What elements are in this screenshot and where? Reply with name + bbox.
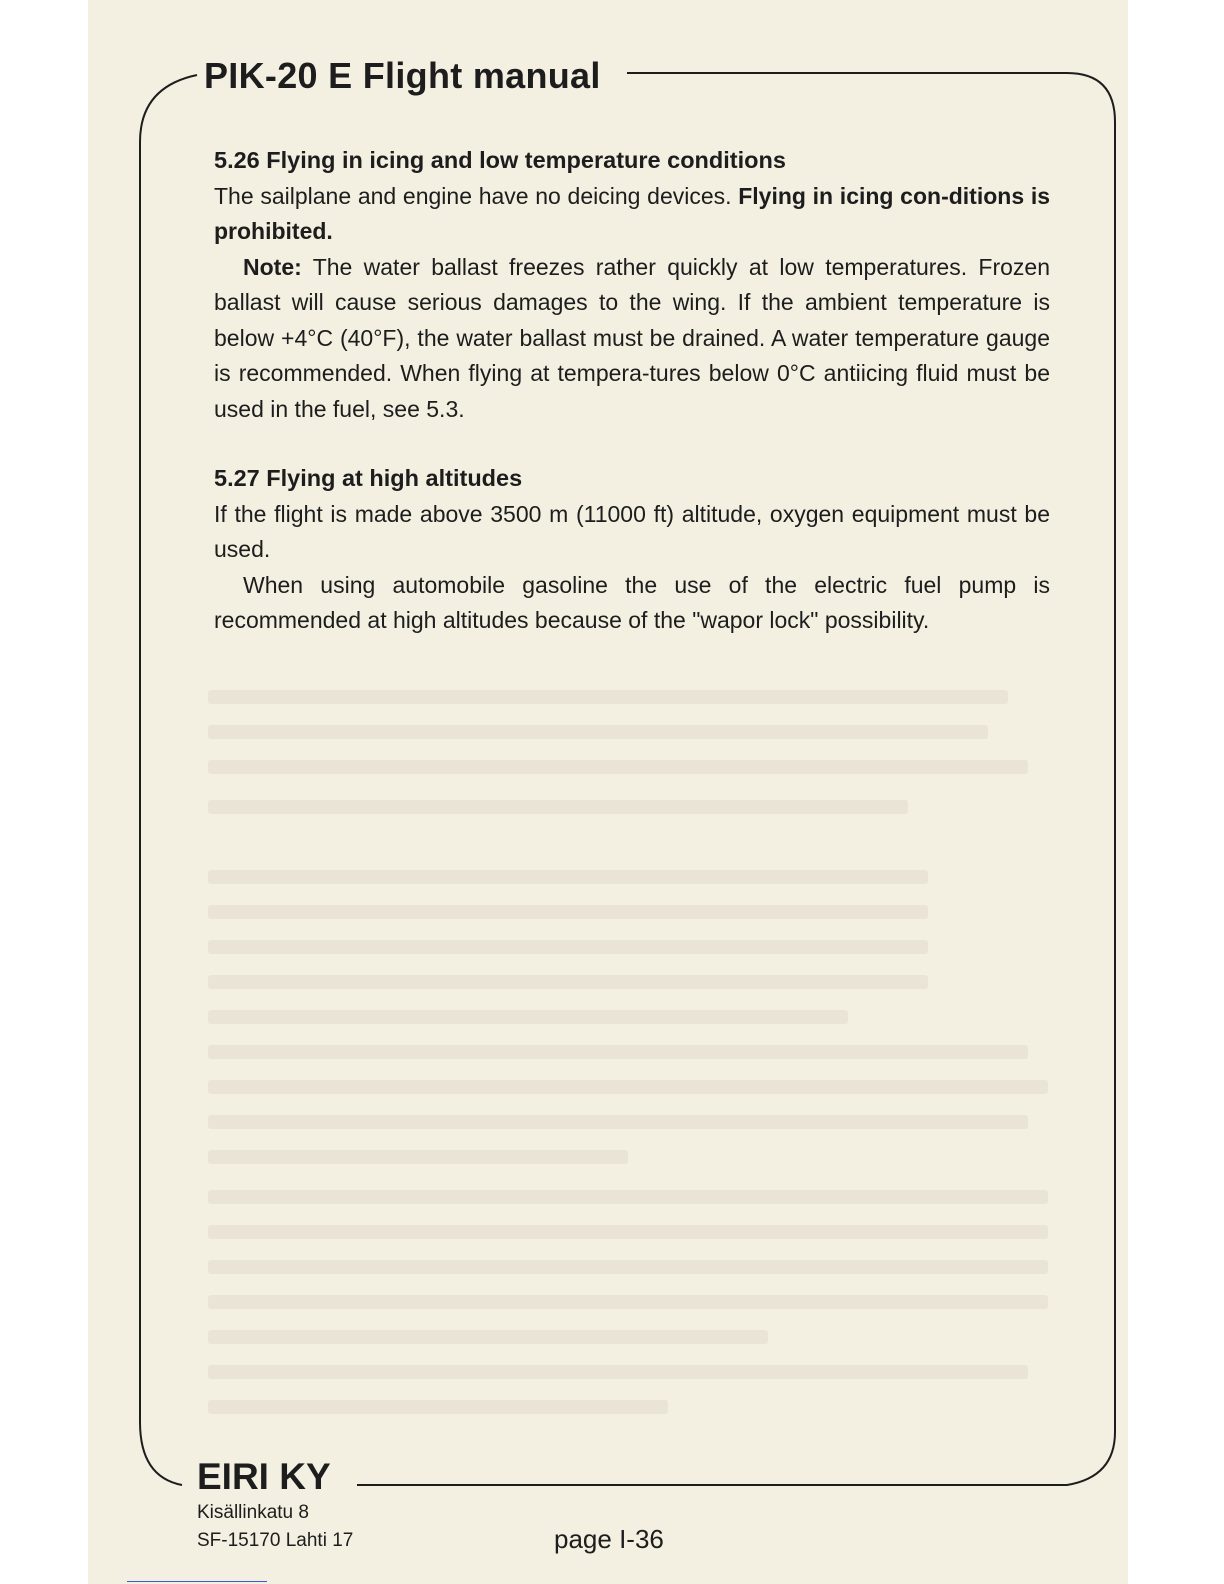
section-heading-icing: 5.26 Flying in icing and low temperature conditions xyxy=(214,147,786,173)
page-title: PIK-20 E Flight manual xyxy=(200,52,605,100)
section-spacer xyxy=(214,427,1050,461)
icing-paragraph xyxy=(214,179,1050,250)
manual-content xyxy=(214,143,1050,639)
icing-prohibition: Flying in icing con-ditions is prohibited. xyxy=(214,182,1050,244)
section-heading-altitude: 5.27 Flying at high altitudes xyxy=(214,465,523,491)
note-text: The water ballast freezes rather quickly at low temperatures. Frozen ballast will cause serious damages to the wing. If the ambient temperature is below +4°C (40°F), the water ballast must be drained. A water temperature gauge is recommended. When flying at tempera-tures below 0°C antiicing fluid must be used in the fuel, see 5.3. xyxy=(214,253,1050,422)
address-street: Kisällinkatu 8 xyxy=(197,1502,309,1523)
icing-note-paragraph xyxy=(214,250,1050,428)
altitude-paragraph: If the flight is made above 3500 m (11000 ft) altitude, oxygen equipment must be used. xyxy=(214,500,1050,562)
icing-statement: The sailplane and engine have no deicing devices. xyxy=(214,182,739,209)
address-city: SF-15170 Lahti 17 xyxy=(197,1530,354,1551)
fuel-pump-paragraph: When using automobile gasoline the use of the electric fuel pump is recommended at high altitudes because of the "wapor lock" possibility. xyxy=(214,571,1050,633)
page-number: page I-36 xyxy=(554,1524,664,1554)
link-underline xyxy=(127,1581,267,1582)
note-label: Note: xyxy=(243,253,302,280)
company-name: EIRI KY xyxy=(197,1453,337,1501)
